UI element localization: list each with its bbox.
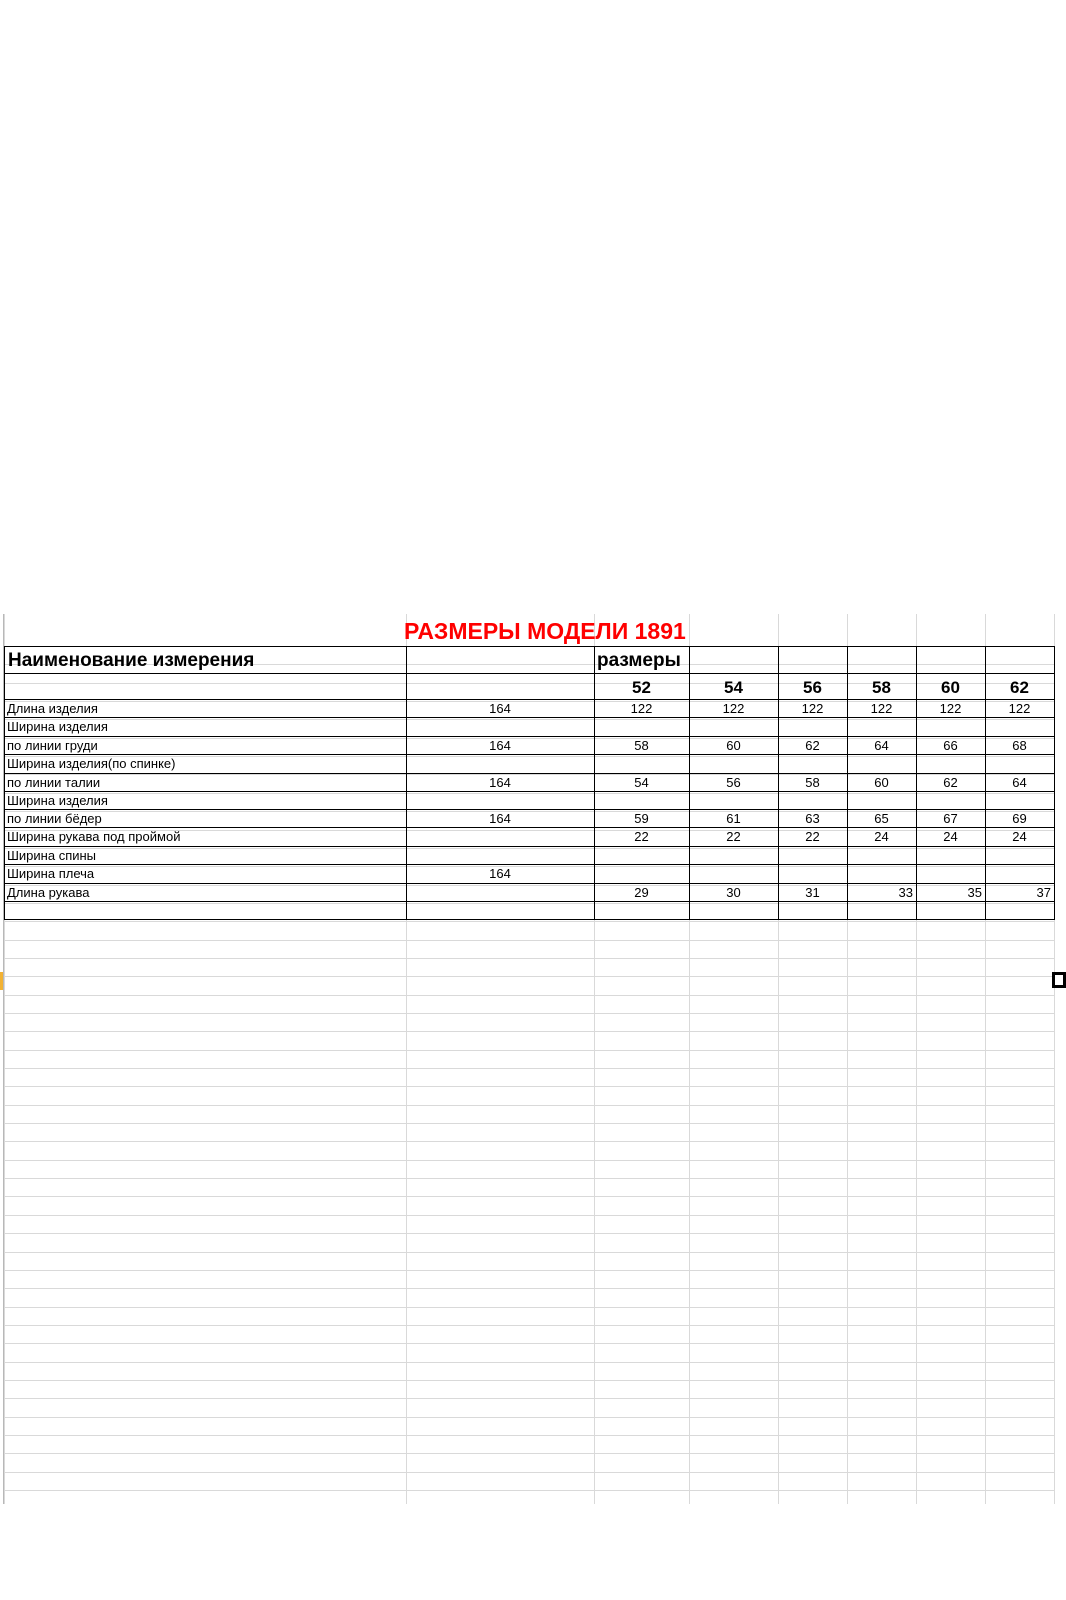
gridline-horizontal (4, 848, 1054, 849)
size-value-cell: 24 (943, 829, 958, 844)
size-value-cell: 60 (874, 775, 889, 790)
size-value-cell: 122 (801, 701, 824, 716)
size-value-cell: 22 (634, 829, 649, 844)
size-value-cell: 122 (630, 701, 653, 716)
size-header-54: 54 (724, 678, 743, 697)
size-value-cell: 59 (634, 811, 649, 826)
table-border (4, 646, 1055, 647)
row-label: Ширина изделия(по спинке) (7, 756, 176, 771)
size-value-cell: 69 (1012, 811, 1027, 826)
gridline-horizontal (4, 1031, 1054, 1032)
size-value-cell: 68 (1012, 738, 1027, 753)
size-value-cell: 122 (1008, 701, 1031, 716)
gridline-horizontal (4, 1490, 1054, 1491)
gridline-horizontal (4, 995, 1054, 996)
table-border (1054, 646, 1055, 920)
row-base-value: 164 (489, 775, 511, 790)
size-value-cell: 24 (1012, 829, 1027, 844)
gridline-horizontal (4, 1343, 1054, 1344)
gridline-horizontal (4, 903, 1054, 904)
row-label: Ширина изделия (7, 719, 108, 734)
row-label: Ширина спины (7, 848, 97, 863)
gridline-horizontal (4, 1068, 1054, 1069)
size-header-58: 58 (872, 678, 891, 697)
size-value-cell: 37 (1036, 885, 1051, 900)
gridline-horizontal (4, 921, 1054, 922)
size-value-cell: 24 (874, 829, 889, 844)
row-label: по линии талии (7, 775, 101, 790)
size-value-cell: 122 (722, 701, 745, 716)
gridline-horizontal (4, 1105, 1054, 1106)
size-value-cell: 63 (805, 811, 820, 826)
gridline-horizontal (4, 940, 1054, 941)
gridline-horizontal (4, 976, 1054, 977)
size-value-cell: 61 (726, 811, 741, 826)
size-value-cell: 31 (805, 885, 820, 900)
row-label: по линии бёдер (7, 811, 102, 826)
gridline-horizontal (4, 1013, 1054, 1014)
gridline-horizontal (4, 1398, 1054, 1399)
gridline-horizontal (4, 1435, 1054, 1436)
header-label: Наименование измерения (8, 650, 255, 671)
gridline-horizontal (4, 1472, 1054, 1473)
size-value-cell: 60 (726, 738, 741, 753)
size-value-cell: 22 (805, 829, 820, 844)
size-header-56: 56 (803, 678, 822, 697)
gridline-horizontal (4, 1307, 1054, 1308)
size-value-cell: 58 (805, 775, 820, 790)
gridline-horizontal (4, 1233, 1054, 1234)
gridline-horizontal (4, 1380, 1054, 1381)
row-label: Ширина плеча (7, 866, 95, 881)
size-value-cell: 66 (943, 738, 958, 753)
gridline-horizontal (4, 1178, 1054, 1179)
gridline-horizontal (4, 1362, 1054, 1363)
size-value-cell: 30 (726, 885, 741, 900)
size-value-cell: 58 (634, 738, 649, 753)
row-base-value: 164 (489, 701, 511, 716)
gridline-horizontal (4, 1325, 1054, 1326)
table-border (4, 846, 1055, 847)
sheet-title: РАЗМЕРЫ МОДЕЛИ 1891 (404, 618, 686, 644)
row-label: Ширина изделия (7, 793, 108, 808)
sizes-label: размеры (597, 650, 681, 671)
gridline-horizontal (4, 1196, 1054, 1197)
size-value-cell: 29 (634, 885, 649, 900)
gridline-horizontal (4, 1086, 1054, 1087)
size-value-cell: 22 (726, 829, 741, 844)
size-header-60: 60 (941, 678, 960, 697)
size-header-62: 62 (1010, 678, 1029, 697)
gridline-horizontal (4, 1160, 1054, 1161)
row-base-value: 164 (489, 738, 511, 753)
gridline-horizontal (4, 1050, 1054, 1051)
active-cell-cursor[interactable] (1052, 972, 1066, 988)
gridline-horizontal (4, 1252, 1054, 1253)
size-value-cell: 122 (939, 701, 962, 716)
gridline-horizontal (4, 1270, 1054, 1271)
size-value-cell: 33 (898, 885, 913, 900)
size-value-cell: 64 (874, 738, 889, 753)
size-value-cell: 54 (634, 775, 649, 790)
size-value-cell: 56 (726, 775, 741, 790)
gridline-horizontal (4, 1417, 1054, 1418)
size-value-cell: 64 (1012, 775, 1027, 790)
size-value-cell: 65 (874, 811, 889, 826)
size-value-cell: 35 (967, 885, 982, 900)
table-border (4, 919, 1055, 920)
gridline-horizontal (4, 793, 1054, 794)
row-base-value: 164 (489, 866, 511, 881)
size-value-cell: 122 (870, 701, 893, 716)
row-label: Ширина рукава под проймой (7, 829, 181, 844)
gridline-horizontal (4, 1141, 1054, 1142)
row-base-value: 164 (489, 811, 511, 826)
gridline-horizontal (4, 1453, 1054, 1454)
table-border (4, 673, 1055, 674)
gridline-horizontal (4, 719, 1054, 720)
size-header-52: 52 (632, 678, 651, 697)
row-label: Длина изделия (7, 701, 98, 716)
active-row-marker (0, 972, 3, 990)
size-value-cell: 62 (805, 738, 820, 753)
gridline-horizontal (4, 958, 1054, 959)
gridline-horizontal (4, 1123, 1054, 1124)
size-value-cell: 67 (943, 811, 958, 826)
row-label: Длина рукава (7, 885, 90, 900)
table-border (4, 646, 5, 920)
gridline-horizontal (4, 1215, 1054, 1216)
size-value-cell: 62 (943, 775, 958, 790)
gridline-horizontal (4, 1288, 1054, 1289)
row-label: по линии груди (7, 738, 98, 753)
